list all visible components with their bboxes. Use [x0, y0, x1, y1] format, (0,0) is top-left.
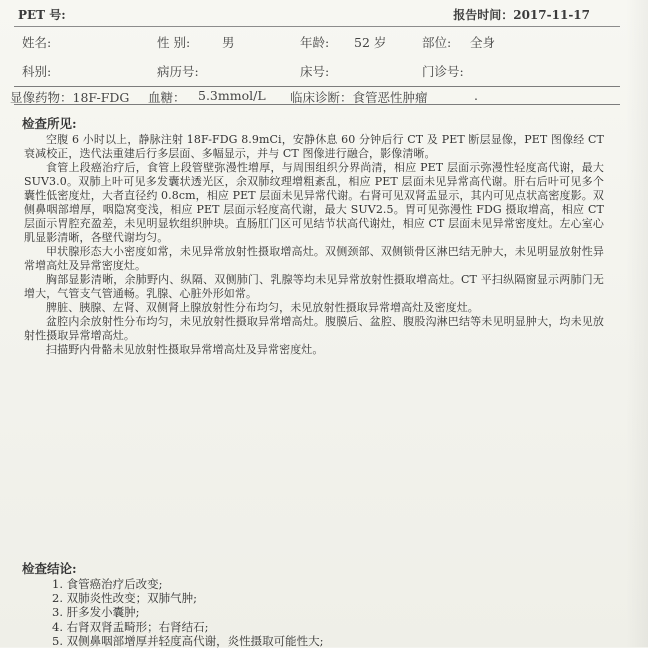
report-time: 报告时间：2017-11-17	[453, 8, 590, 22]
conclusion-item: 2. 双肺炎性改变；双肺气肿;	[52, 591, 198, 606]
conclusion-item: 5. 双侧鼻咽部增厚并轻度高代谢，炎性摄取可能性大;	[52, 633, 324, 648]
findings-paragraph: 胸部显影清晰，余肺野内、纵隔、双侧肺门、乳腺等均未见异常放射性摄取增高灶。CT 平扫纵隔窗显示两肺门无增大，气管支气管通畅。乳腺、心脏外形如常。	[24, 273, 604, 300]
imaging-drug: 显像药物：18F-FDG	[10, 90, 130, 105]
age-value: 52 岁	[354, 35, 387, 50]
conclusions-list	[52, 577, 324, 648]
glucose-value: 5.3mmol/L	[198, 88, 266, 103]
findings-paragraph: 脾脏、胰腺、左肾、双侧肾上腺放射性分布均匀，未见放射性摄取异常增高灶及密度灶。	[46, 301, 479, 314]
findings-body	[24, 133, 604, 357]
info-divider	[14, 86, 620, 87]
conclusion-item: 4. 右肾双肾盂畸形；右肾结石;	[52, 619, 209, 634]
conclusion-item: 3. 肝多发小囊肿;	[52, 605, 140, 620]
findings-title: 检查所见:	[22, 116, 77, 131]
age-label: 年龄:	[300, 35, 330, 50]
gender-label: 性 别:	[157, 35, 191, 50]
clinic-number-label: 门诊号:	[422, 64, 464, 79]
conclusions-title: 检查结论:	[22, 561, 77, 576]
glucose-label: 血糖：	[148, 90, 186, 105]
findings-paragraph: 扫描野内骨骼未见放射性摄取异常增高灶及异常密度灶。	[46, 343, 324, 356]
part-label: 部位:	[422, 35, 452, 50]
findings-paragraph: 食管上段癌治疗后，食管上段管壁弥漫性增厚，与周围组织分界尚清，相应 PET 层面示弥漫性轻度高代谢，最大 SUV3.0。双肺上叶可见多发囊状透光区，余双肺纹理增粗紊乱，相应 PET 层面未见异常高代谢。肝右后叶可见多个囊性低密度灶，大者直径约 0.8cm，相应 PET 层面未见异常代谢。右肾可见双肾盂显示，其内可见点状高密度影。双侧鼻咽部增厚，咽隐窝变浅，相应 PET 层面示轻度高代谢，最大 SUV2.5。胃可见弥漫性 FDG 摄取增高，相应 CT 层面示胃腔充盈差，未见明显软组织肿块。直肠肛门区可见结节状高代谢灶，相应 CT 层面未见异常密度灶。左心室心肌显影清晰，各壁代谢均匀。	[24, 161, 604, 244]
pet-number-label: PET 号:	[18, 8, 66, 22]
findings-paragraph: 空腹 6 小时以上，静脉注射 18F-FDG 8.9mCi，安静休息 60 分钟后行 CT 及 PET 断层显像，PET 图像经 CT 衰减校正，迭代法重建后行多层面、多幅显示，并与 CT 图像进行融合，影像清晰。	[24, 133, 604, 160]
diagnosis-dot: .	[474, 88, 478, 103]
header-divider	[14, 26, 620, 27]
bed-number-label: 床号:	[300, 64, 330, 79]
clinical-diagnosis: 临床诊断：食管恶性肿瘤	[290, 90, 428, 105]
conclusion-item: 1. 食管癌治疗后改变;	[52, 577, 163, 591]
patient-info-row-2	[22, 62, 618, 82]
gender-value: 男	[222, 35, 235, 50]
imaging-divider	[14, 104, 620, 105]
findings-paragraph: 盆腔内余放射性分布均匀，未见放射性摄取异常增高灶。腹膜后、盆腔、腹股沟淋巴结等未见明显肿大，均未见放射性摄取异常增高灶。	[24, 315, 604, 342]
patient-info-row-1	[22, 33, 618, 53]
department-label: 科别:	[22, 64, 52, 79]
part-value: 全身	[470, 35, 496, 50]
scan-edge-shade	[626, 0, 648, 647]
record-number-label: 病历号:	[157, 64, 199, 79]
name-label: 姓名:	[22, 35, 52, 50]
findings-paragraph: 甲状腺形态大小密度如常，未见异常放射性摄取增高灶。双侧颈部、双侧锁骨区淋巴结无肿大，未见明显放射性异常增高灶及异常密度灶。	[24, 245, 604, 272]
